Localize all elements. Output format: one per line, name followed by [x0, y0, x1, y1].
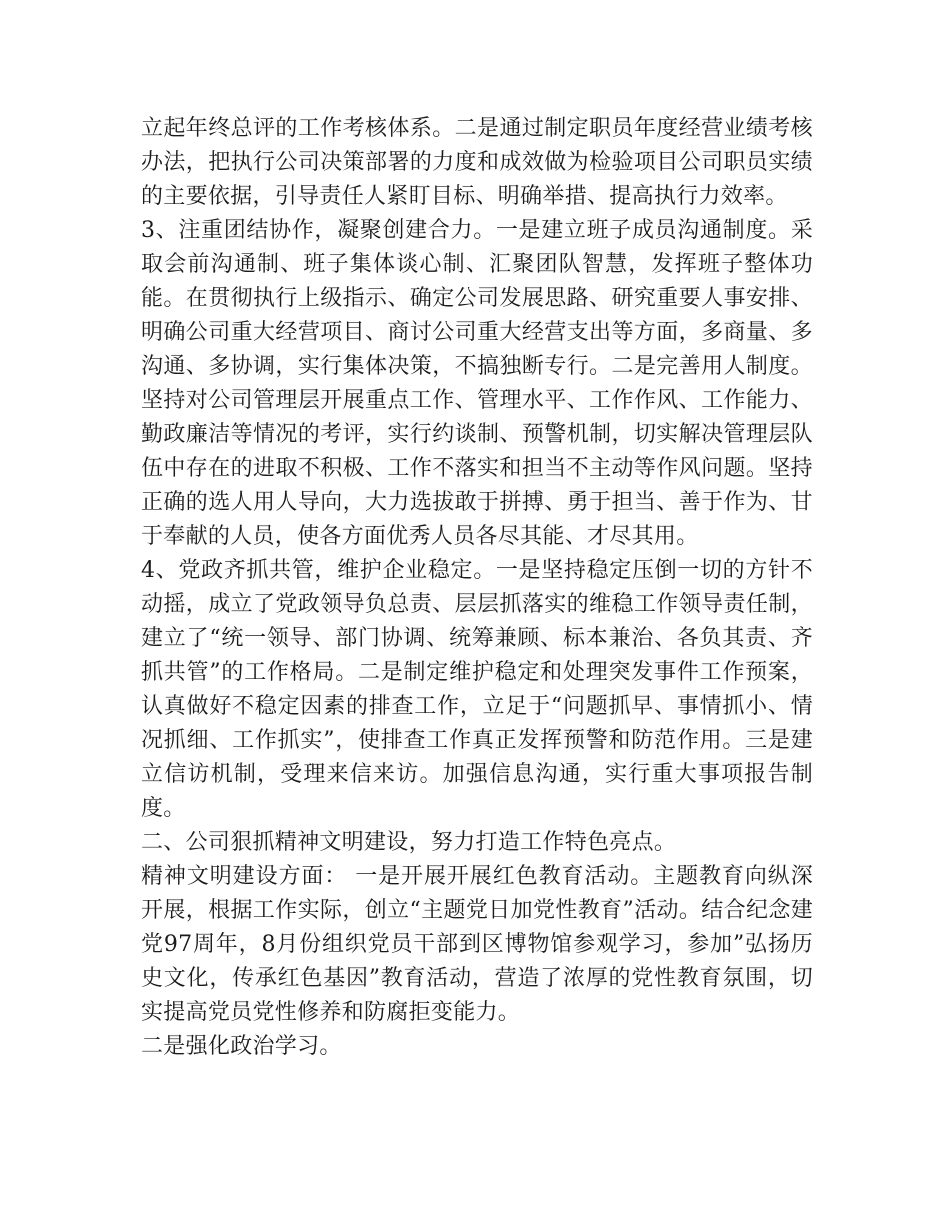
section-heading-spiritual-civilization: 二、公司狠抓精神文明建设，努力打造工作特色亮点。 — [141, 830, 677, 855]
paragraph-assessment-system: 立起年终总评的工作考核体系。二是通过制定职员年度经营业绩考核办法，把执行公司决策部署的力度和成效做为检验项目公司职员实绩的主要依据，引导责任人紧盯目标、明确举措、提高执行力效率。 — [141, 116, 813, 209]
document-body — [141, 112, 813, 1064]
paragraph-political-study: 二是强化政治学习。 — [141, 1034, 342, 1059]
paragraph-enterprise-stability: 4、党政齐抓共管，维护企业稳定。一是坚持稳定压倒一切的方针不动摇，成立了党政领导负总责、层层抓落实的维稳工作领导责任制，建立了“统一领导、部门协调、统筹兼顾、标本兼治、各负其责、齐抓共管”的工作格局。二是制定维护稳定和处理突发事件工作预案，认真做好不稳定因素的排查工作，立足于“问题抓早、事情抓小、情况抓细、工作抓实”，使排查工作真正发挥预警和防范作用。三是建立信访机制，受理来信来访。加强信息沟通，实行重大事项报告制度。 — [141, 558, 813, 821]
paragraph-unity-cooperation: 3、注重团结协作，凝聚创建合力。一是建立班子成员沟通制度。采取会前沟通制、班子集体谈心制、汇聚团队智慧，发挥班子整体功能。在贯彻执行上级指示、确定公司发展思路、研究重要人事安排、明确公司重大经营项目、商讨公司重大经营支出等方面，多商量、多沟通、多协调，实行集体决策，不搞独断专行。二是完善用人制度。坚持对公司管理层开展重点工作、管理水平、工作作风、工作能力、勤政廉洁等情况的考评，实行约谈制、预警机制，切实解决管理层队伍中存在的进取不积极、工作不落实和担当不主动等作风问题。坚持正确的选人用人导向，大力选拔敢于拼搏、勇于担当、善于作为、甘于奉献的人员，使各方面优秀人员各尽其能、才尽其用。 — [141, 218, 813, 549]
paragraph-red-education: 精神文明建设方面： 一是开展开展红色教育活动。主题教育向纵深开展，根据工作实际，创立“主题党日加党性教育”活动。结合纪念建党97周年，8月份组织党员干部到区博物馆参观学习，参加”弘扬历史文化，传承红色基因”教育活动，营造了浓厚的党性教育氛围，切实提高党员党性修养和防腐拒变能力。 — [141, 864, 813, 1025]
